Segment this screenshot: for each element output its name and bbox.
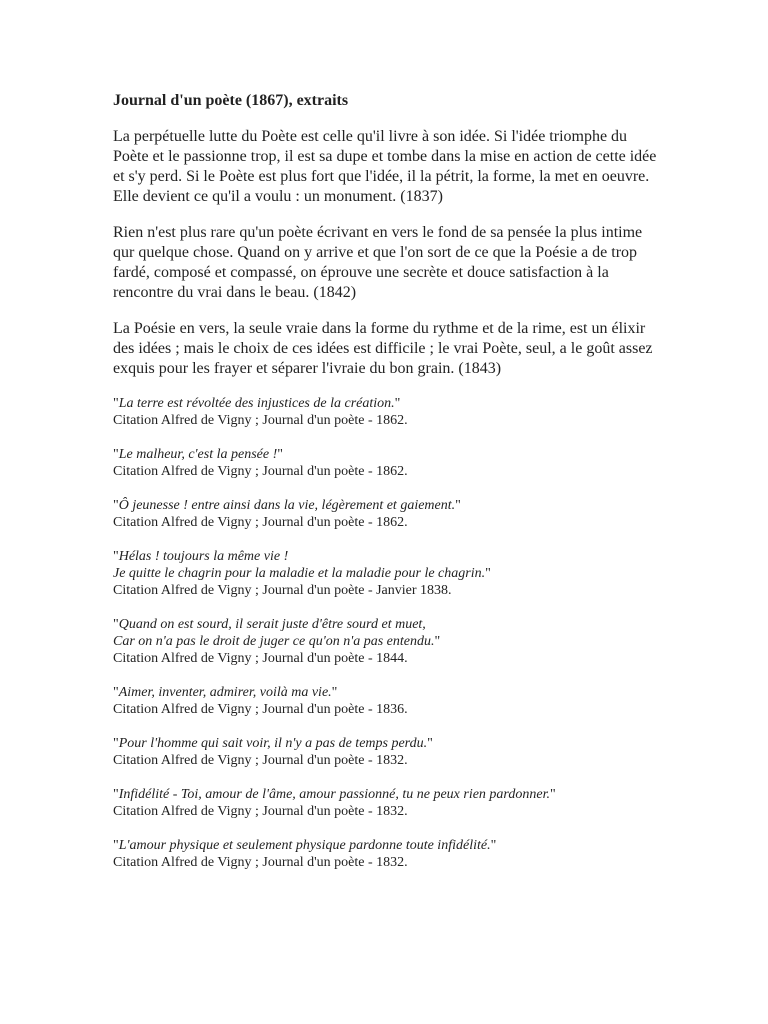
quote-block <box>113 446 658 480</box>
document-page <box>113 91 658 888</box>
quote-text: Hélas ! toujours la même vie ! <box>118 549 289 564</box>
quote-text: Quand on est sourd, il serait juste d'être sourd et muet, <box>118 617 426 632</box>
quote-line: "Ô jeunesse ! entre ainsi dans la vie, légèrement et gaiement." <box>113 498 461 513</box>
citation: Citation Alfred de Vigny ; Journal d'un poète - 1832. <box>113 804 408 819</box>
quote-block <box>113 497 658 531</box>
quote-block <box>113 786 658 820</box>
citation: Citation Alfred de Vigny ; Journal d'un poète - 1862. <box>113 464 408 479</box>
quote-line: Car on n'a pas le droit de juger ce qu'on n'a pas entendu." <box>113 634 441 649</box>
quote-text: Le malheur, c'est la pensée ! <box>118 447 278 462</box>
quote-text: Aimer, inventer, admirer, voilà ma vie. <box>118 685 332 700</box>
quote-line: "La terre est révoltée des injustices de la création." <box>113 396 401 411</box>
citation: Citation Alfred de Vigny ; Journal d'un poète - 1844. <box>113 651 408 666</box>
quote-text: Infidélité - Toi, amour de l'âme, amour passionné, tu ne peux rien pardonner. <box>118 787 550 802</box>
page-title: Journal d'un poète (1867), extraits <box>113 92 349 109</box>
quote-block <box>113 616 658 667</box>
quote-line: "Infidélité - Toi, amour de l'âme, amour passionné, tu ne peux rien pardonner." <box>113 787 556 802</box>
citation: Citation Alfred de Vigny ; Journal d'un poète - 1836. <box>113 702 408 717</box>
paragraph-1: La perpétuelle lutte du Poète est celle qu'il livre à son idée. Si l'idée triomphe du Poète et le passionne trop, il est sa dupe et tombe dans la mise en action de cette idée et s'y perd. Si le Poète est plus fort que l'idée, il la pétrit, la forme, la met en oeuvre. Elle devient ce qu'il a voulu : un monument. (1837) <box>113 128 657 205</box>
quote-text: Je quitte le chagrin pour la maladie et la maladie pour le chagrin. <box>113 566 486 581</box>
quote-line: "Le malheur, c'est la pensée !" <box>113 447 283 462</box>
citation: Citation Alfred de Vigny ; Journal d'un poète - 1862. <box>113 413 408 428</box>
quote-text: Ô jeunesse ! entre ainsi dans la vie, légèrement et gaiement. <box>118 498 456 513</box>
quote-line: "Aimer, inventer, admirer, voilà ma vie." <box>113 685 338 700</box>
quote-line: "Hélas ! toujours la même vie ! <box>113 549 289 564</box>
quote-block <box>113 395 658 429</box>
paragraph-2: Rien n'est plus rare qu'un poète écrivant en vers le fond de sa pensée la plus intime qur quelque chose. Quand on y arrive et que l'on sort de ce que la Poésie a de trop fardé, composé et compassé, on éprouve une secrète et douce satisfaction à la rencontre du vrai dans le beau. (1842) <box>113 224 643 301</box>
quote-block <box>113 684 658 718</box>
citation: Citation Alfred de Vigny ; Journal d'un poète - 1832. <box>113 753 408 768</box>
quote-block <box>113 837 658 871</box>
quote-line: "L'amour physique et seulement physique pardonne toute infidélité." <box>113 838 497 853</box>
quote-block <box>113 735 658 769</box>
quote-line: Je quitte le chagrin pour la maladie et la maladie pour le chagrin." <box>113 566 491 581</box>
quote-text: Pour l'homme qui sait voir, il n'y a pas de temps perdu. <box>118 736 428 751</box>
quote-line: "Pour l'homme qui sait voir, il n'y a pas de temps perdu." <box>113 736 433 751</box>
citation: Citation Alfred de Vigny ; Journal d'un poète - Janvier 1838. <box>113 583 452 598</box>
quote-text: L'amour physique et seulement physique pardonne toute infidélité. <box>118 838 491 853</box>
citation: Citation Alfred de Vigny ; Journal d'un poète - 1862. <box>113 515 408 530</box>
quote-text: La terre est révoltée des injustices de la création. <box>118 396 395 411</box>
quote-line: "Quand on est sourd, il serait juste d'être sourd et muet, <box>113 617 426 632</box>
citation: Citation Alfred de Vigny ; Journal d'un poète - 1832. <box>113 855 408 870</box>
paragraph-3: La Poésie en vers, la seule vraie dans la forme du rythme et de la rime, est un élixir des idées ; mais le choix de ces idées est difficile ; le vrai Poète, seul, a le goût assez exquis pour les frayer et séparer l'ivraie du bon grain. (1843) <box>113 320 653 377</box>
quote-text: Car on n'a pas le droit de juger ce qu'on n'a pas entendu. <box>113 634 435 649</box>
quote-block <box>113 548 658 599</box>
